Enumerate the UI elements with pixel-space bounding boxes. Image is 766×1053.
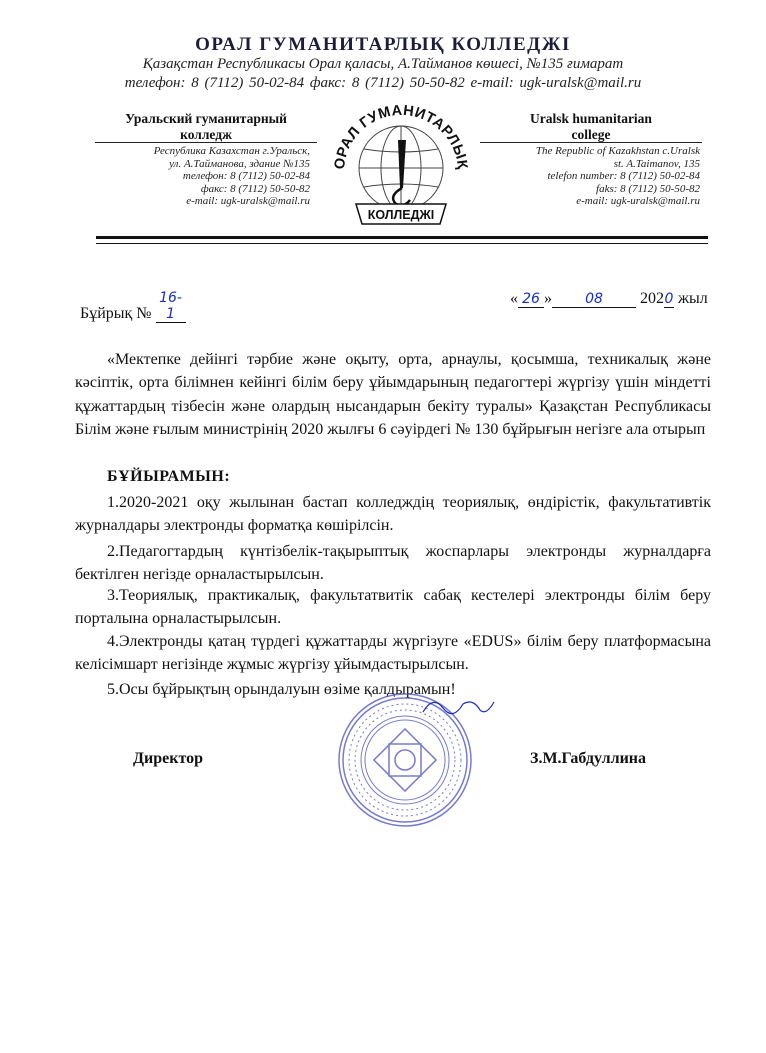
signer-position: Директор xyxy=(133,750,203,767)
divider-en xyxy=(480,142,702,143)
order-item: 3.Теориялық, практикалық, факультатвитік сабақ кестелері электронды білім беру порталына орналастырылсын. xyxy=(75,587,711,628)
order-item: 2.Педагогтардың күнтізбелік-тақырыптық жоспарлары электронды журналдарға бектілген негізде орналастырылсын. xyxy=(75,543,711,584)
order-number-value: 16-1 xyxy=(156,290,186,323)
college-title-kz: ОРАЛ ГУМАНИТАРЛЫҚ КОЛЛЕДЖІ xyxy=(195,34,571,55)
order-item: 1.2020-2021 оқу жылынан бастап колледждің теориялық, өндірістік, факультативтік журналдары электронды форматқа көшірілсін. xyxy=(75,494,711,535)
order-item: 5.Осы бұйрықтың орындалуын өзіме қалдырамын! xyxy=(107,681,456,698)
signer-name: З.М.Габдуллина xyxy=(530,750,647,767)
order-number: Бұйрық № 16-1 xyxy=(80,290,186,323)
college-name-en: Uralsk humanitarian college xyxy=(530,111,652,142)
logo-text-bottom: КОЛЛЕДЖІ xyxy=(367,208,435,222)
order-date: « 26 » 08 2020 жыл xyxy=(510,290,708,307)
header-rule-thick xyxy=(96,236,708,239)
order-year-digit: 0 xyxy=(664,291,674,307)
order-day: 26 xyxy=(518,291,544,308)
order-month: 08 xyxy=(552,291,636,308)
college-address-kz: Қазақстан Республикасы Орал қаласы, А.Тайманов көшесі, №135 ғимарат xyxy=(142,56,624,72)
logo-text-top: ОРАЛ ГУМАНИТАРЛЫҚ xyxy=(331,102,471,171)
order-preamble: «Мектепке дейінгі тәрбие және оқыту, орта, арнаулы, қосымша, техникалық және кәсіптік, орта білімнен кейінгі білім беру ұйымдарының педагогтері жүргізу үшін міндетті құжаттардың тізбесін және олардың нысандарын бекіту туралы» Қазақстан Республикасы Білім және ғылым министрінің 2020 жылғы 6 сәуірдегі № 130 бұйрығын негізге ала отырып xyxy=(75,351,711,438)
college-contacts-kz: телефон: 8 (7112) 50-02-84 факс: 8 (7112) 50-50-82 e-mail: ugk-uralsk@mail.ru xyxy=(124,75,642,91)
divider-ru xyxy=(95,142,317,143)
order-item: 4.Электронды қатаң түрдегі құжаттарды жүргізуге «EDUS» білім беру платформасына келісімшарт негізінде жұмыс жүргізу ұйымдастырылсын. xyxy=(75,633,711,674)
college-address-en: The Republic of Kazakhstan c.Uralsk st. A.Taimanov, 135 telefon number: 8 (7112) 50-02-84 faks: 8 (7112) 50-50-82 e-mail: ugk-uralsk@mail.ru xyxy=(535,145,700,207)
college-emblem-icon xyxy=(326,92,476,232)
header-rule-thin xyxy=(96,243,708,244)
college-address-ru: Республика Казахстан г.Уральск, ул. А.Тайманова, здание №135 телефон: 8 (7112) 50-02-84 факс: 8 (7112) 50-50-82 e-mail: ugk-uralsk@mail.ru xyxy=(153,145,310,207)
order-heading: БҰЙЫРАМЫН: xyxy=(107,468,231,485)
college-name-ru: Уральский гуманитарный колледж xyxy=(125,111,287,142)
signature-mark xyxy=(418,690,498,720)
